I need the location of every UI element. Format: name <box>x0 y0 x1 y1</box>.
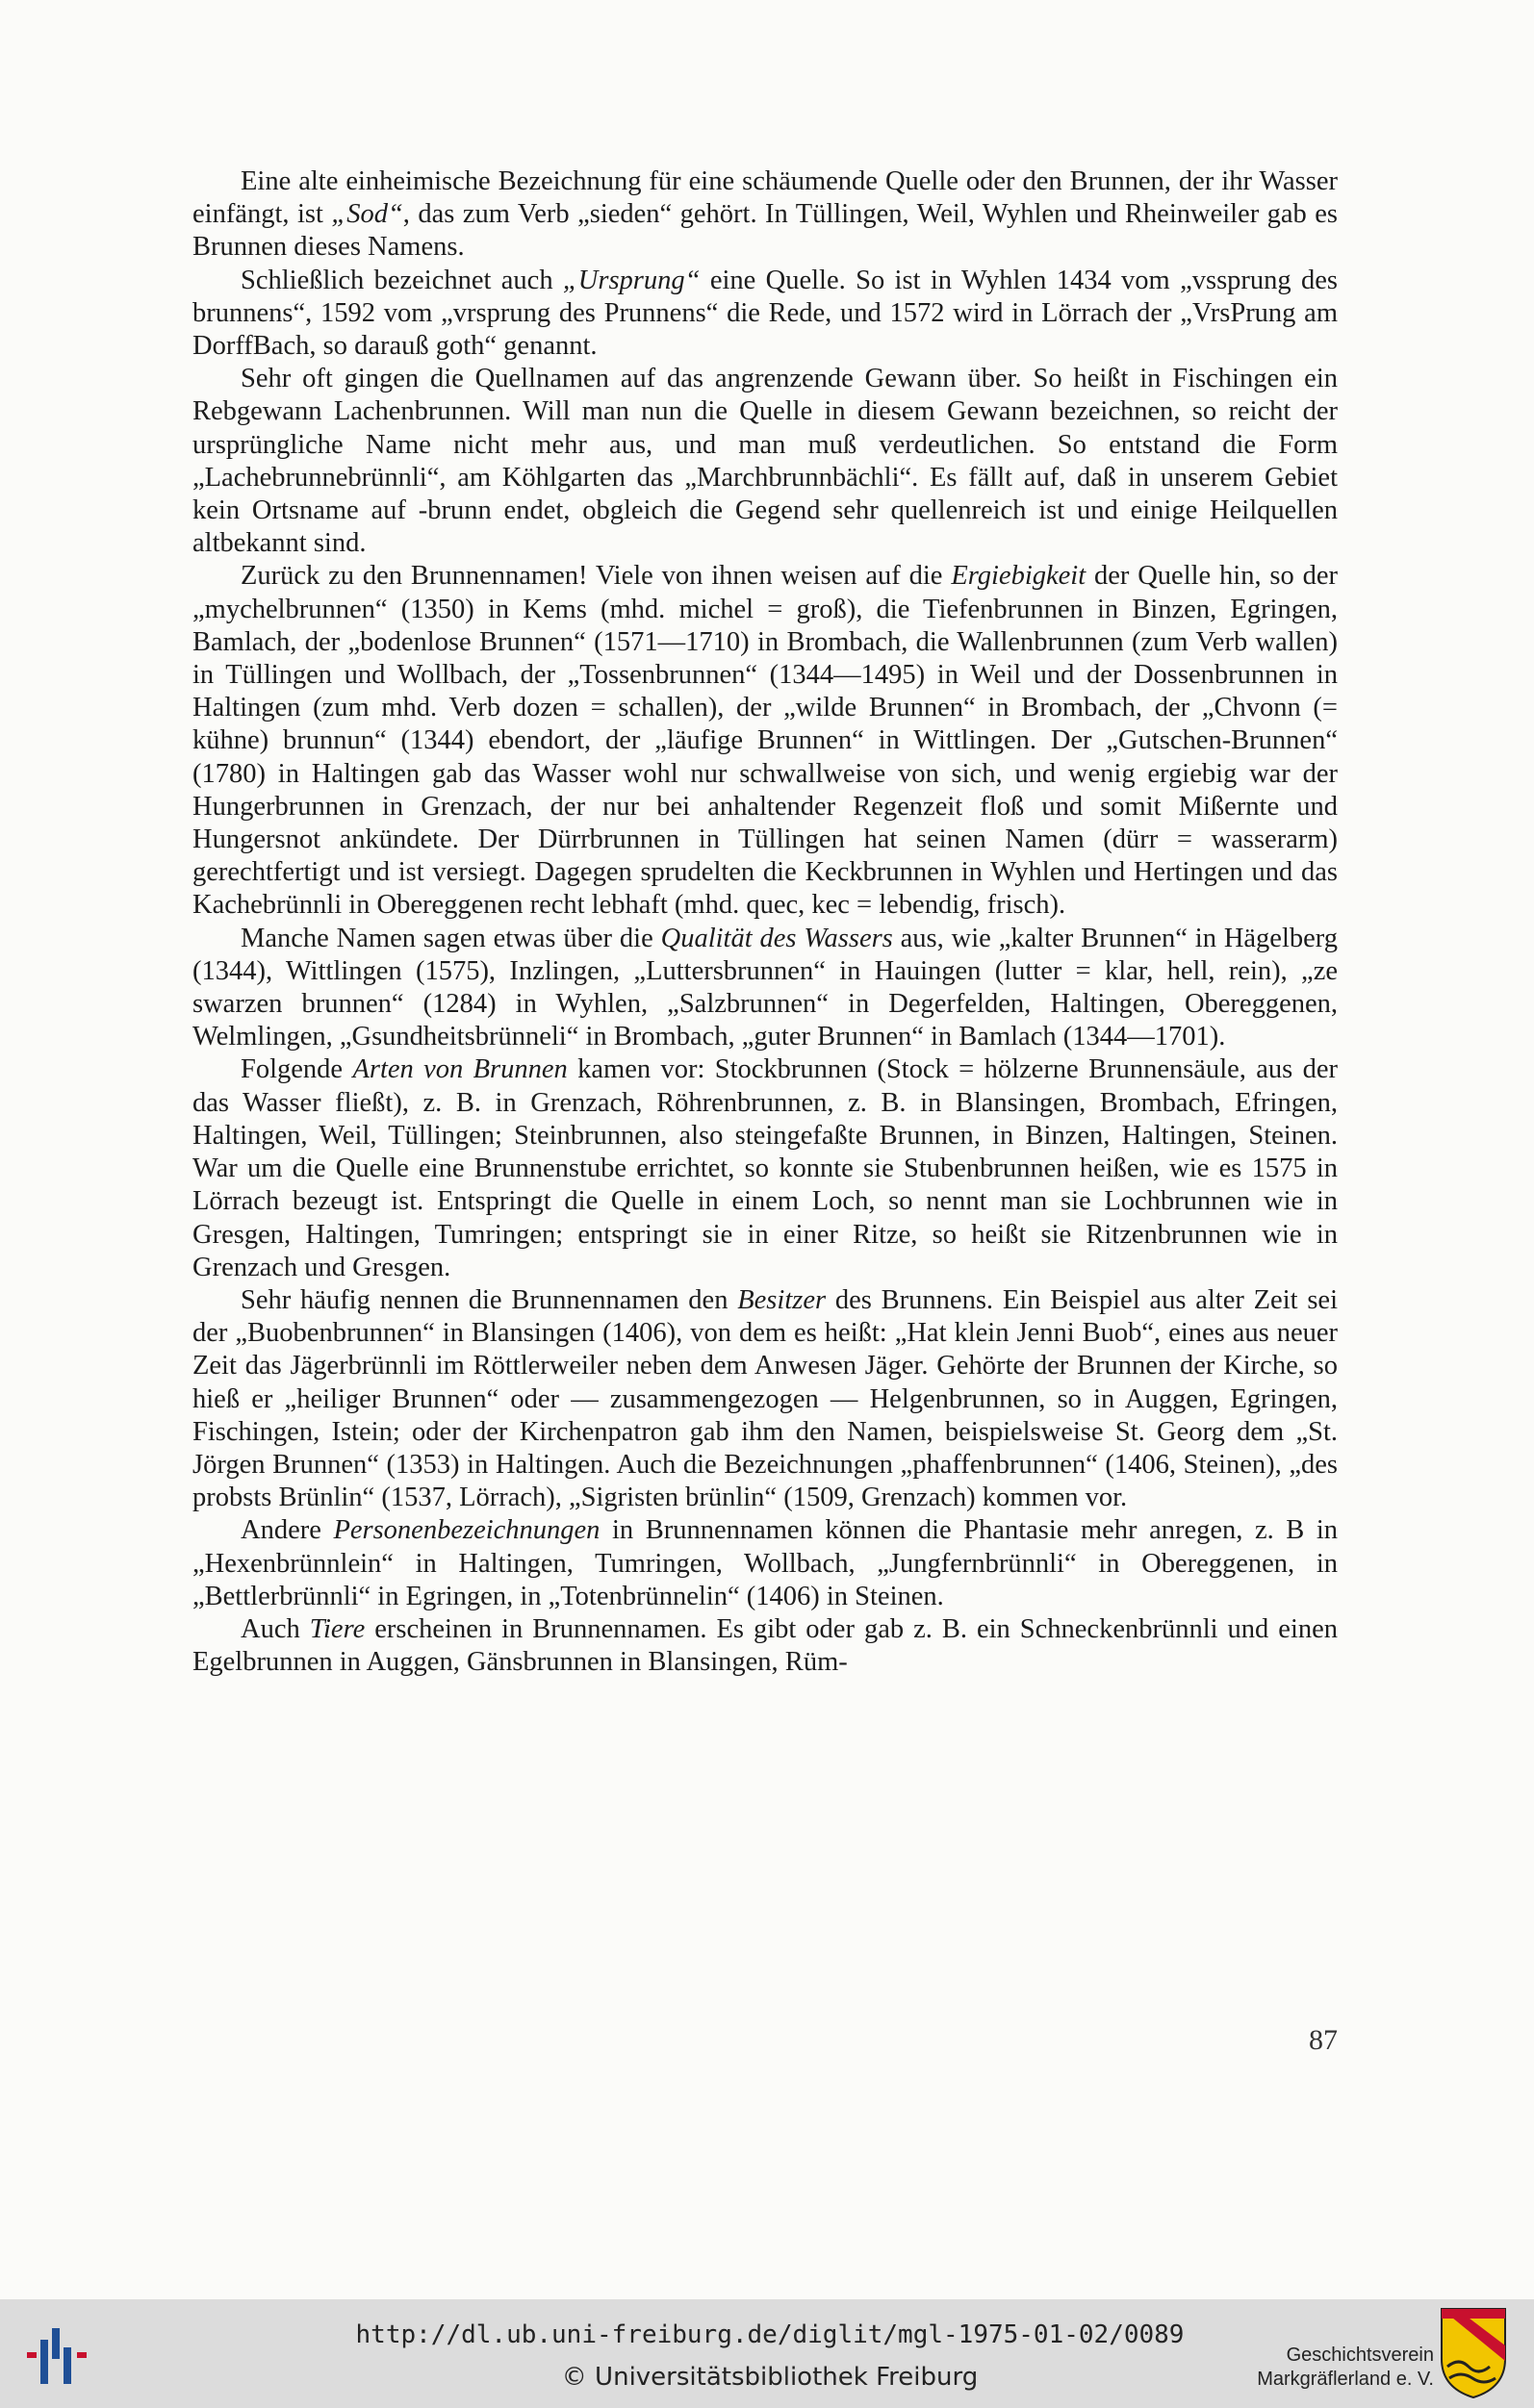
paragraph: Andere Personenbezeichnungen in Brunnennamen können die Phantasie mehr anregen, z. B in „Hexenbrünnlein“ in Haltingen, Tumringen, Wollbach, „Jungfernbrünnli“ in Obereggenen, in „Bettlerbrünnli“ in Egringen, in „Totenbrünnelin“ (1406) in Steinen. <box>192 1515 1339 1611</box>
italic-term: Personenbezeichnungen <box>333 1515 601 1546</box>
paragraph: Sehr oft gingen die Quellnamen auf das angrenzende Gewann über. So heißt in Fischingen ein Rebgewann Lachenbrunnen. Will man nun die Quelle in diesem Gewann bezeichnen, so reicht der ursprüngliche Name nicht mehr aus, und man muß verdeutlichen. So entstand die Form „Lachebrunnebrünnli“, am Köhlgarten das „Marchbrunnbächli“. Es fällt auf, daß in unserem Gebiet kein Ortsname auf -brunn endet, obgleich die Gegend sehr quellenreich ist und einige Heilquellen altbekannt sind. <box>192 364 1338 559</box>
society-crest-icon[interactable] <box>1440 2307 1507 2399</box>
italic-term: Arten von Brunnen <box>352 1054 568 1085</box>
permalink-url[interactable]: http://dl.ub.uni-freiburg.de/diglit/mgl-1975-01-02/0089 <box>355 2320 1185 2349</box>
paragraph: Zurück zu den Brunnennamen! Viele von ihnen weisen auf die Ergiebigkeit der Quelle hin, so der „mychelbrunnen“ (1350) in Kems (mhd. michel = groß), die Tiefenbrunnen in Binzen, Egringen, Bamlach, der „bodenlose Brunnen“ (1571—1710) in Brombach, die Wallenbrunnen (zum Verb wallen) in Tüllingen und Wollbach, der „Tossenbrunnen“ (1344—1495) in Weil und der Dossenbrunnen in Haltingen (zum mhd. Verb dozen = schallen), der „wilde Brunnen“ in Brombach, der „Chvonn (= kühne) brunnun“ (1344) ebendort, der „läufige Brunnen“ in Wittlingen. Der „Gutschen-Brunnen“ (1780) in Haltingen gab das Wasser wohl nur schwallweise von sich, und wenig ergiebig war der Hungerbrunnen in Grenzach, der nur bei anhaltender Regenzeit floß und somit Mißernte und Hungersnot ankündete. Der Dürrbrunnen in Tüllingen hat seinen Namen (dürr = wasserarm) gerechtfertigt und ist versiegt. Dagegen sprudelten die Keckbrunnen in Wyhlen und Hertingen und das Kachebrünnli in Obereggenen recht lebhaft (mhd. quec, kec = lebendig, frisch). <box>192 561 1338 921</box>
italic-term: Ergiebigkeit <box>951 561 1087 592</box>
paragraph: Eine alte einheimische Bezeichnung für eine schäumende Quelle oder den Brunnen, der ihr Wasser einfängt, ist „Sod“, das zum Verb „sieden“ gehört. In Tüllingen, Weil, Wyhlen und Rheinweiler gab es Brunnen dieses Namens. <box>192 166 1338 263</box>
page-number: 87 <box>1309 2024 1338 2056</box>
paragraph: Sehr häufig nennen die Brunnennamen den Besitzer des Brunnens. Ein Beispiel aus alter Zeit sei der „Buobenbrunnen“ in Blansingen (1406), von dem es heißt: „Hat klein Jenni Buob“, eines aus neuer Zeit das Jägerbrünnli im Röttlerweiler neben dem Anwesen Jäger. Gehörte der Brunnen der Kirche, so hieß er „heiliger Brunnen“ oder — zusammengezogen — Helgenbrunnen, so in Auggen, Egringen, Fischingen, Istein; oder der Kirchenpatron gab ihm den Namen, beispielsweise St. Georg dem „St. Jörgen Brunnen“ (1353) in Haltingen. Auch die Bezeichnungen „phaffenbrunnen“ (1406, Steinen), „des probsts Brünlin“ (1537, Lörrach), „Sigristen brünlin“ (1509, Grenzach) kommen vor. <box>192 1284 1338 1513</box>
paragraph: Manche Namen sagen etwas über die Qualität des Wassers aus, wie „kalter Brunnen“ in Hägelberg (1344), Wittlingen (1575), Inzlingen, „Luttersbrunnen“ in Hauingen (lutter = klar, hell, rein), „ze swarzen brunnen“ (1284) in Wyhlen, „Salzbrunnen“ in Degerfelden, Haltingen, Obereggenen, Welmlingen, „Gsundheitsbrünneli“ in Brombach, „guter Brunnen“ in Bamlach (1344—1701). <box>192 923 1338 1052</box>
italic-term: Besitzer <box>737 1284 827 1315</box>
ub-freiburg-logo-icon[interactable] <box>27 2326 100 2384</box>
body-text <box>192 165 1338 1679</box>
paragraph: Schließlich bezeichnet auch „Ursprung“ eine Quelle. So ist in Wyhlen 1434 vom „vssprung des brunnens“, 1592 vom „vrsprung des Prunnens“ die Rede, und 1572 wird in Lörrach der „VrsPrung am DorffBach, so darauß goth“ genannt. <box>192 265 1338 362</box>
society-name-line2: Markgräflerland e. V. <box>1257 2369 1434 2390</box>
copyright-notice: © Universitätsbibliothek Freiburg <box>561 2363 979 2392</box>
italic-term: Tiere <box>309 1613 366 1644</box>
society-name[interactable] <box>1213 2344 1434 2392</box>
italic-term: „Sod“ <box>331 199 403 230</box>
viewer-footer <box>0 2299 1534 2408</box>
italic-term: „Ursprung“ <box>562 265 701 295</box>
paragraph: Auch Tiere erscheinen in Brunnennamen. Es gibt oder gab z. B. ein Schneckenbrünnli und einen Egelbrunnen in Auggen, Gänsbrunnen in Blansingen, Rüm- <box>192 1613 1339 1678</box>
society-name-line1: Geschichtsverein <box>1286 2345 1434 2366</box>
italic-term: Qualität des Wassers <box>660 923 893 953</box>
paragraph: Folgende Arten von Brunnen kamen vor: Stockbrunnen (Stock = hölzerne Brunnensäule, aus der das Wasser fließt), z. B. in Grenzach, Röhrenbrunnen, z. B. in Blansingen, Brombach, Efringen, Haltingen, Weil, Tüllingen; Steinbrunnen, also steingefaßte Brunnen, in Binzen, Haltingen, Steinen. War um die Quelle eine Brunnenstube errichtet, so konnte sie Stubenbrunnen heißen, wie es 1575 in Lörrach bezeugt ist. Entspringt die Quelle in einem Loch, so nennt man sie Lochbrunnen wie in Gresgen, Haltingen, Tumringen; entspringt sie in einer Ritze, so heißt sie Ritzenbrunnen wie in Grenzach und Gresgen. <box>192 1054 1338 1282</box>
